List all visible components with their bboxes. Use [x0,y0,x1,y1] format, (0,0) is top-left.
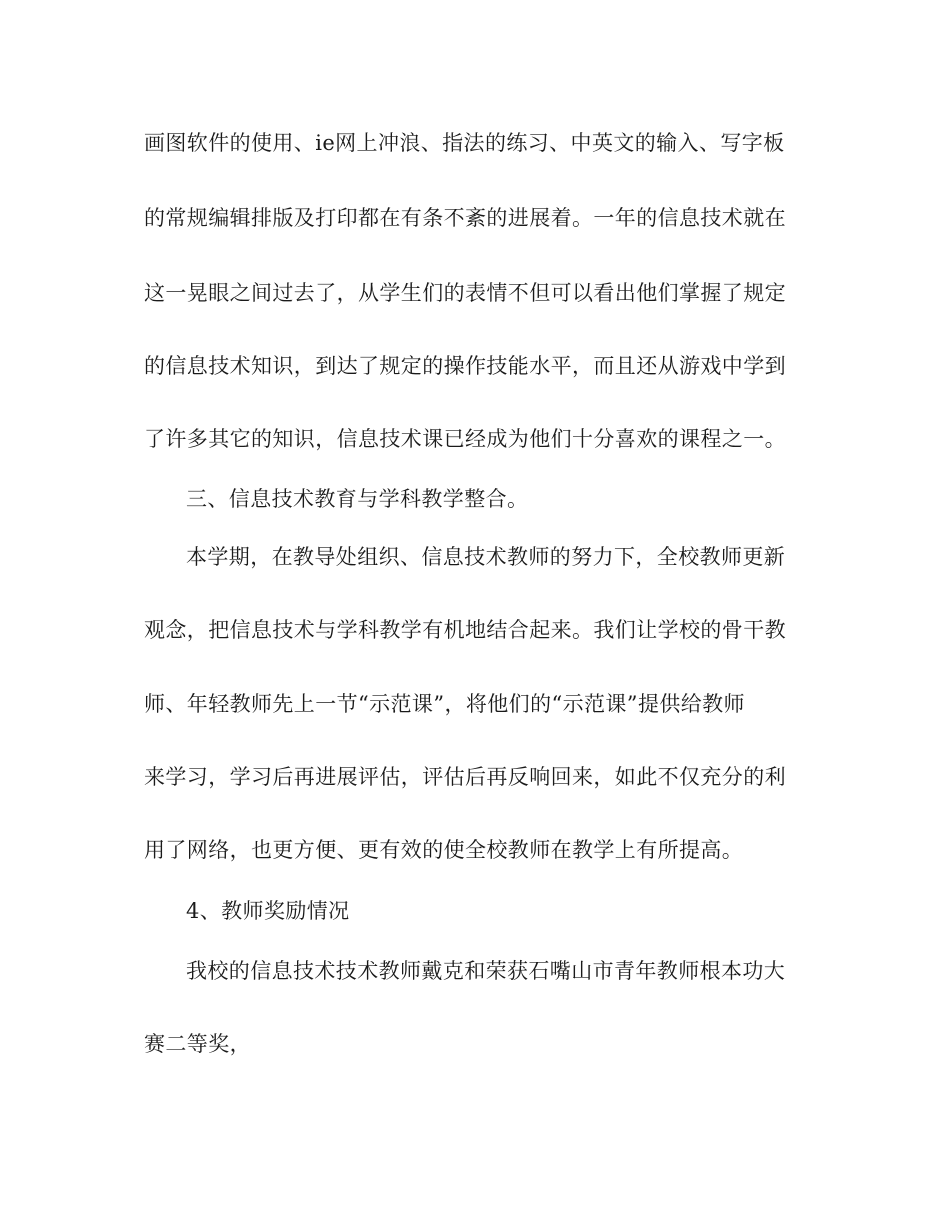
section-heading: 4、教师奖励情况 [186,899,350,923]
paragraph-line: 的信息技术知识，到达了规定的操作技能水平，而且还从游戏中学到 [144,354,786,378]
paragraph-line: 了许多其它的知识，信息技术课已经成为他们十分喜欢的课程之一。 [144,427,786,451]
paragraph-line: 本学期，在教导处组织、信息技术教师的努力下，全校教师更新 [186,545,786,569]
paragraph-line: 我校的信息技术技术教师戴克和荣获石嘴山市青年教师根本功大 [186,959,786,983]
paragraph-line: 用了网络，也更方便、更有效的使全校教师在教学上有所提高。 [144,838,744,862]
paragraph-line: 的常规编辑排版及打印都在有条不紊的进展着。一年的信息技术就在 [144,206,786,230]
paragraph-line: 观念，把信息技术与学科教学有机地结合起来。我们让学校的骨干教 [144,618,786,642]
paragraph-line: 赛二等奖， [144,1032,251,1056]
paragraph-line: 师、年轻教师先上一节“示范课”，将他们的“示范课”提供给教师 [144,692,745,716]
paragraph-line: 这一晃眼之间过去了，从学生们的表情不但可以看出他们掌握了规定 [144,281,786,305]
section-heading: 三、信息技术教育与学科教学整合。 [186,487,529,511]
paragraph-line: 来学习，学习后再进展评估，评估后再反响回来，如此不仅充分的利 [144,765,786,789]
paragraph-line: 画图软件的使用、ie网上冲浪、指法的练习、中英文的输入、写字板 [144,131,785,155]
